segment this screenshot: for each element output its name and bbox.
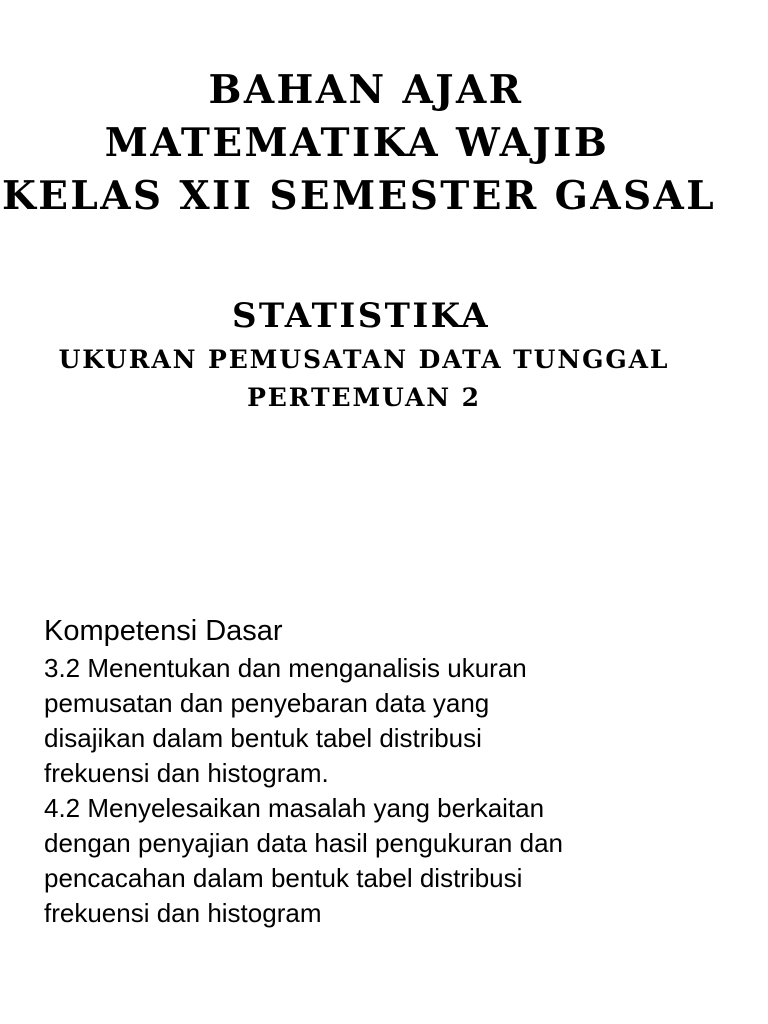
slide-title	[0, 64, 768, 223]
kompetensi-line: 3.2 Menentukan dan menganalisis ukuran	[44, 653, 527, 683]
kompetensi-line: dengan penyajian data hasil pengukuran dan	[44, 828, 563, 858]
kompetensi-line: pemusatan dan penyebaran data yang	[44, 688, 490, 718]
kompetensi-dasar-section	[44, 612, 744, 931]
kompetensi-line: frekuensi dan histogram	[44, 898, 322, 928]
topic-subtitle: UKURAN PEMUSATAN DATA TUNGGAL	[58, 345, 670, 374]
kompetensi-line: 4.2 Menyelesaikan masalah yang berkaitan	[44, 793, 545, 823]
title-line-class-semester: KELAS XII SEMESTER GASAL	[1, 173, 717, 219]
title-line-subject: MATEMATIKA WAJIB	[104, 120, 610, 166]
kompetensi-item-3-2	[44, 651, 744, 791]
kompetensi-item-4-2	[44, 791, 744, 931]
topic-title: STATISTIKA	[231, 296, 491, 336]
topic-section	[0, 293, 768, 417]
kompetensi-line: disajikan dalam bentuk tabel distribusi	[44, 723, 482, 753]
kompetensi-line: frekuensi dan histogram.	[44, 758, 329, 788]
kompetensi-dasar-heading: Kompetensi Dasar	[44, 615, 283, 647]
meeting-label: PERTEMUAN 2	[247, 383, 481, 412]
title-line-bahan-ajar: BAHAN AJAR	[208, 67, 524, 113]
kompetensi-line: pencacahan dalam bentuk tabel distribusi	[44, 863, 523, 893]
